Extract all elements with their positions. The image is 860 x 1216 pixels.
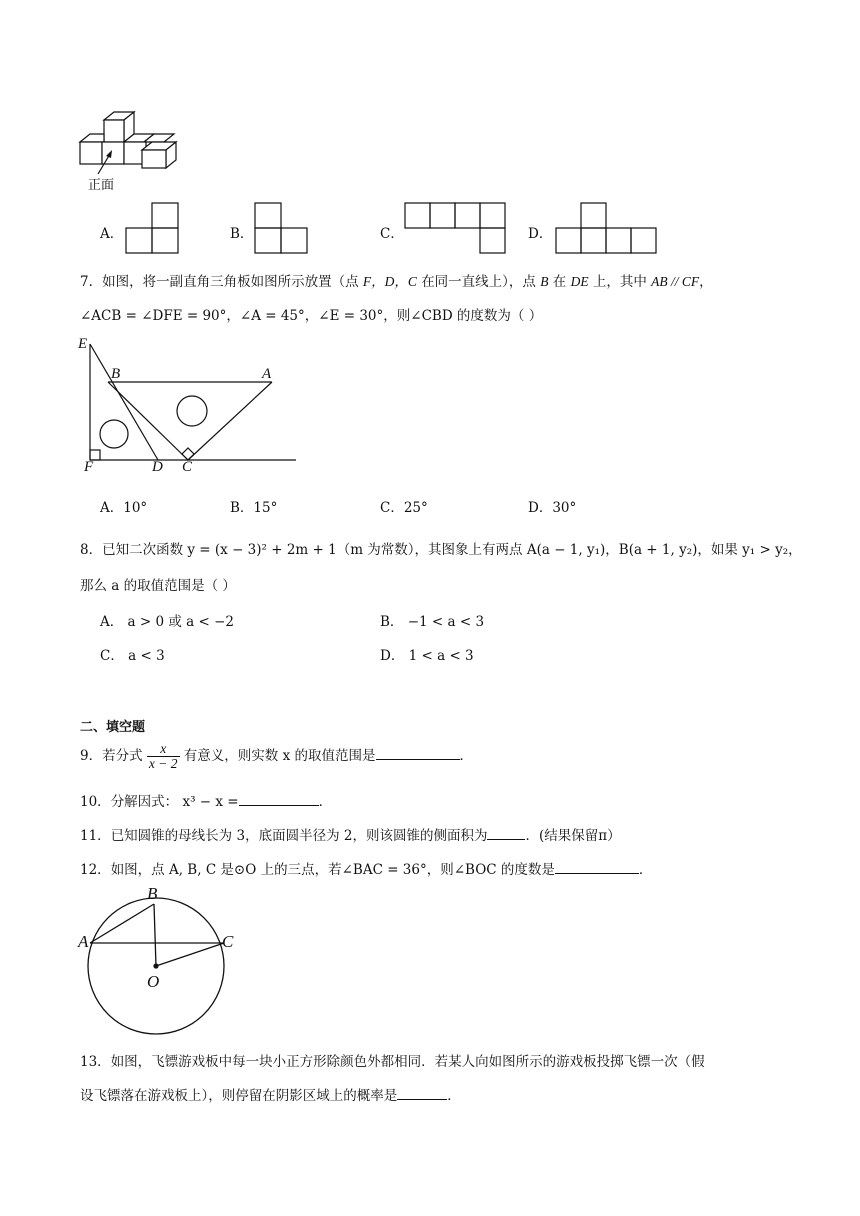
q12-circle-figure bbox=[84, 890, 244, 1030]
q7-line2: ∠ACB = ∠DFE = 90°，∠A = 45°，∠E = 30°，则∠CBD 的度数为（ ） bbox=[80, 308, 543, 324]
q6-option-b-label: B． bbox=[230, 226, 254, 242]
q7-option-a: A．10° bbox=[100, 500, 148, 516]
q12-label-b: B bbox=[147, 884, 158, 903]
q12-label-a: A bbox=[78, 932, 89, 951]
q7-line1: 7．如图，将一副直角三角板如图所示放置（点 F，D，C 在同一直线上），点 B 在 DE 上，其中 AB // CF， bbox=[80, 274, 713, 290]
q8-line2: 那么 a 的取值范围是（ ） bbox=[80, 578, 236, 594]
q6-option-c-figure bbox=[404, 202, 514, 254]
q6-option-a-label: A． bbox=[100, 226, 124, 242]
q12-label-o: O bbox=[147, 972, 160, 991]
q8-option-b: B． −1 < a < 3 bbox=[380, 614, 485, 630]
front-label: 正面 bbox=[88, 178, 115, 193]
q10-answer-blank[interactable] bbox=[239, 791, 319, 806]
q7-label-a: A bbox=[262, 366, 272, 382]
q13-line2: 设飞镖落在游戏板上），则停留在阴影区域上的概率是 ． bbox=[80, 1084, 461, 1104]
q12-line: 12．如图，点 A, B, C 是⊙O 上的三点，若∠BAC = 36°，则∠BOC 的度数是 ． bbox=[80, 858, 652, 878]
section-title-fill-in: 二、填空题 bbox=[80, 720, 146, 735]
q7-label-d: D bbox=[152, 459, 163, 475]
q8-line1: 8．已知二次函数 y = (x − 3)² + 2m + 1（m 为常数），其图象上有两点 A(a − 1, y₁)，B(a + 1, y₂)，如果 y₁ > y₂， bbox=[80, 542, 802, 558]
q12-answer-blank[interactable] bbox=[555, 859, 639, 874]
q9-answer-blank[interactable] bbox=[376, 745, 460, 760]
q13-answer-blank[interactable] bbox=[397, 1085, 447, 1100]
q7-label-c: C bbox=[182, 459, 193, 475]
q6-option-a-figure bbox=[125, 202, 185, 254]
q7-triangle-figure bbox=[76, 334, 306, 474]
q13-line1: 13．如图，飞镖游戏板中每一块小正方形除颜色外都相同．若某人向如图所示的游戏板投掷飞镖一次（假 bbox=[80, 1054, 705, 1070]
q7-option-d: D．30° bbox=[528, 500, 577, 516]
q8-option-a: A． a > 0 或 a < −2 bbox=[100, 614, 234, 630]
q7-option-c: C．25° bbox=[380, 500, 428, 516]
q7-label-b: B bbox=[111, 366, 121, 382]
q7-label-e: E bbox=[78, 336, 88, 352]
q9-line: 9．若分式 $\frac{x}{x - 2}$ 有意义，则实数 x 的取值范围是 ． bbox=[80, 741, 473, 772]
q6-option-b-figure bbox=[254, 202, 314, 254]
q8-option-c: C． a < 3 bbox=[100, 648, 165, 664]
q6-option-d-label: D． bbox=[528, 226, 553, 242]
q8-option-d: D． 1 < a < 3 bbox=[380, 648, 474, 664]
q7-option-b: B．15° bbox=[230, 500, 278, 516]
q10-line: 10．分解因式： x³ − x = ． bbox=[80, 790, 332, 810]
q11-line: 11．已知圆锥的母线长为 3，底面圆半径为 2，则该圆锥的侧面积为 ．(结果保留π） bbox=[80, 824, 621, 844]
q7-label-f: F bbox=[84, 459, 94, 475]
q11-answer-blank[interactable] bbox=[487, 825, 525, 840]
q6-option-c-label: C． bbox=[380, 226, 404, 242]
q6-option-d-figure bbox=[555, 202, 665, 254]
q12-label-c: C bbox=[222, 932, 234, 951]
q9-fraction: $\frac{x}{x - 2}$ bbox=[148, 741, 178, 772]
